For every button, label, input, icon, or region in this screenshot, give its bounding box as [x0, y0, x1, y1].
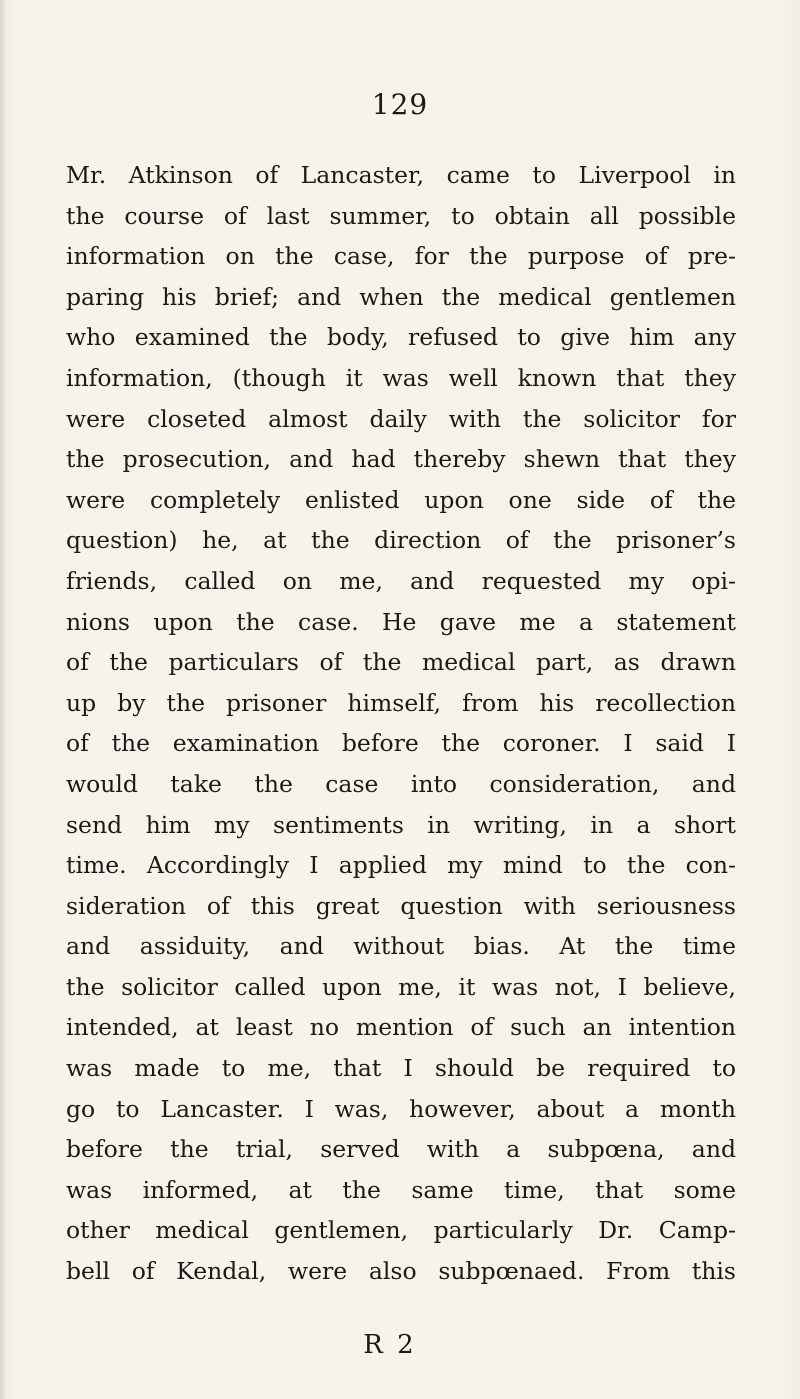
page-number: 129: [371, 88, 429, 121]
text-line: sideration of this great question with seriousness: [66, 891, 736, 920]
text-line: information on the case, for the purpose of pre-: [66, 242, 736, 271]
text-line: were completely enlisted upon one side of the: [66, 485, 736, 514]
text-line: would take the case into consideration, and: [66, 769, 736, 798]
text-line: paring his brief; and when the medical gentlemen: [66, 282, 736, 311]
text-line: the course of last summer, to obtain all possible: [66, 201, 736, 230]
text-line: friends, called on me, and requested my opi-: [66, 566, 736, 595]
signature-mark: R 2: [363, 1330, 417, 1360]
text-line: go to Lancaster. I was, however, about a month: [66, 1094, 736, 1123]
text-line: before the trial, served with a subpœna, and: [66, 1135, 736, 1164]
text-line: was made to me, that I should be required to: [66, 1054, 736, 1083]
text-line: bell of Kendal, were also subpœnaed. From this: [66, 1257, 736, 1286]
text-line: Mr. Atkinson of Lancaster, came to Liverpool in: [66, 161, 736, 189]
text-line: was informed, at the same time, that some: [66, 1175, 736, 1204]
text-line: of the particulars of the medical part, as drawn: [66, 648, 736, 677]
text-line: nions upon the case. He gave me a statement: [66, 607, 736, 636]
text-line: time. Accordingly I applied my mind to the con-: [66, 851, 736, 880]
text-line: and assiduity, and without bias. At the time: [66, 932, 736, 961]
text-line: the prosecution, and had thereby shewn that they: [66, 445, 736, 474]
page-binding-edge: [0, 0, 6, 1399]
text-line: information, (though it was well known that they: [66, 363, 736, 392]
text-line: question) he, at the direction of the prisoner’s: [66, 526, 736, 555]
text-line: who examined the body, refused to give him any: [66, 323, 736, 352]
text-line: up by the prisoner himself, from his recollection: [66, 688, 736, 717]
text-line: of the examination before the coroner. I said I: [66, 729, 736, 758]
text-line: the solicitor called upon me, it was not, I believe,: [66, 972, 736, 1001]
body-text: [66, 155, 736, 1292]
text-line: send him my sentiments in writing, in a short: [66, 810, 736, 839]
text-line: were closeted almost daily with the solicitor for: [66, 404, 736, 433]
text-line: other medical gentlemen, particularly Dr. Camp-: [66, 1216, 736, 1245]
text-line: intended, at least no mention of such an intention: [66, 1013, 736, 1042]
